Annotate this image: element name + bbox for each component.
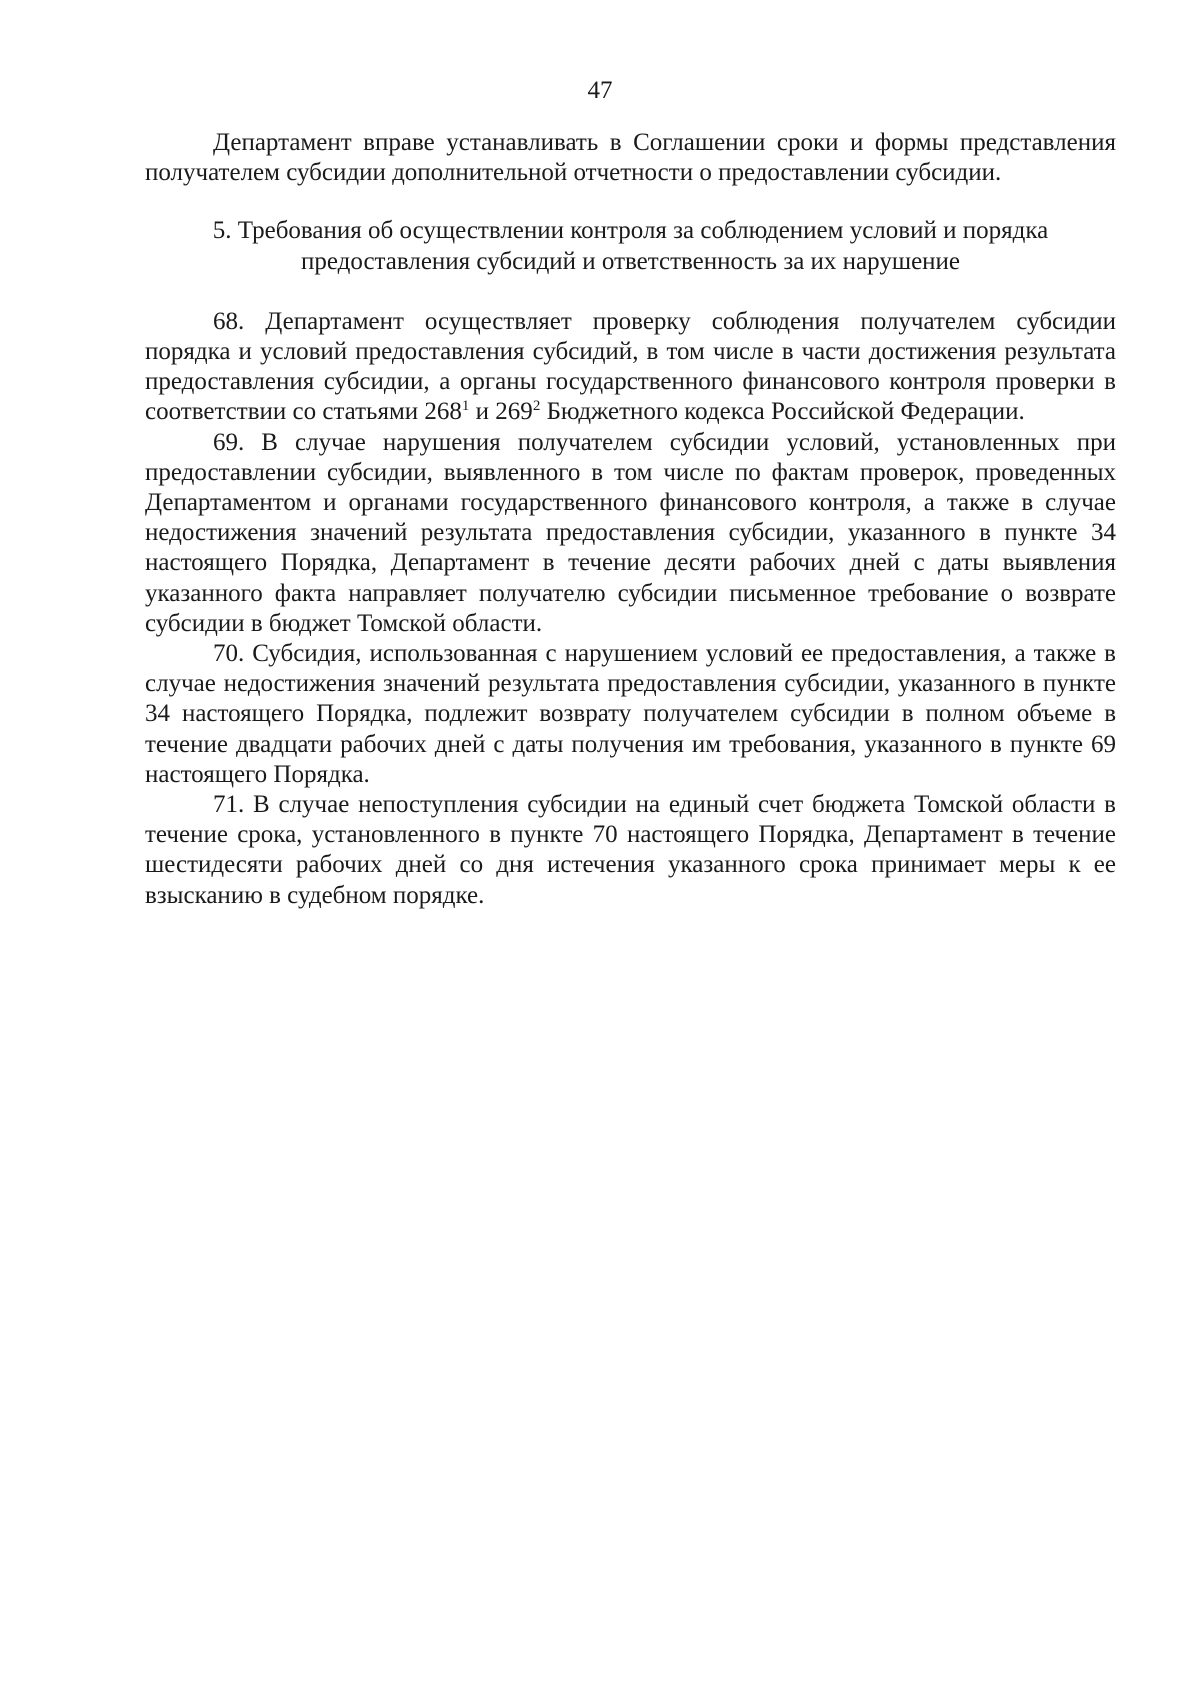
document-body [145, 128, 1116, 911]
paragraph-68 [145, 307, 1116, 428]
paragraph-70: 70. Субсидия, использованная с нарушением условий ее предоставления, а также в случае недостижения значений результата предоставления субсидии, указанного в пункте 34 настоящего Порядка, подлежит возврату получателем субсидии в полном объеме в течение двадцати рабочих дней с даты получения им требования, указанного в пункте 69 настоящего Порядка. [145, 640, 1116, 788]
paragraph-68-text-middle: и 269 [469, 398, 533, 426]
paragraph-68-text-start: 68. Департамент осуществляет проверку соблюдения получателем субсидии порядка и условий предоставления субсидий, в том числе в части достижения результата предоставления субсидии, а органы государственного финансового контроля проверки в соответствии со статьями 268 [145, 307, 1116, 426]
page-number: 47 [587, 77, 613, 104]
intro-paragraph: Департамент вправе устанавливать в Соглашении сроки и формы представления получателем субсидии дополнительной отчетности о предоставлении субсидии. [145, 129, 1116, 187]
section-heading-line-2: предоставления субсидий и ответственность за их нарушение [300, 247, 961, 275]
paragraph-71: 71. В случае непоступления субсидии на единый счет бюджета Томской области в течение срока, установленного в пункте 70 настоящего Порядка, Департамент в течение шестидесяти рабочих дней со дня истечения указанного срока принимает меры к ее взысканию в судебном порядке. [145, 791, 1116, 909]
footnote-superscript-1: 1 [461, 398, 470, 415]
paragraph-69: 69. В случае нарушения получателем субсидии условий, установленных при предоставлении субсидии, выявленного в том числе по фактам проверок, проведенных Департаментом и органами государственного финансового контроля, а также в случае недостижения значений результата предоставления субсидии, указанного в пункте 34 настоящего Порядка, Департамент в течение десяти рабочих дней с даты выявления указанного факта направляет получателю субсидии письменное требование о возврате субсидии в бюджет Томской области. [145, 428, 1116, 637]
section-heading-line-1: 5. Требования об осуществлении контроля за соблюдением условий и порядка [212, 217, 1049, 245]
paragraph-68-text-end: Бюджетного кодекса Российской Федерации. [540, 398, 1025, 426]
section-heading [145, 216, 1116, 276]
footnote-superscript-2: 2 [532, 398, 541, 415]
